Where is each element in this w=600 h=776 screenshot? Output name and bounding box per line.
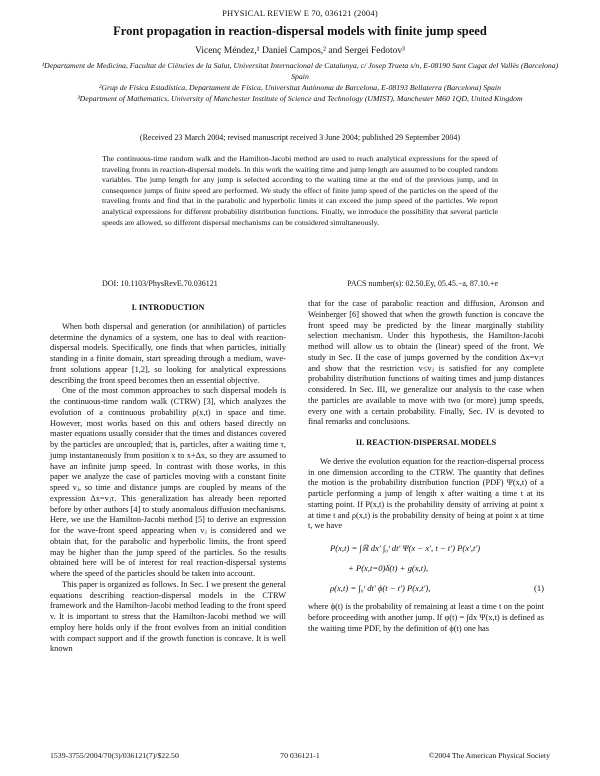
running-head: PHYSICAL REVIEW E 70, 036121 (2004) [222,8,378,18]
equation-line: ρ(x,t) = ∫₀ᵗ dt′ ϕ(t − t′) P(x,t′), [330,583,431,593]
affiliation-3: ³Department of Mathematics, University of Manchester Institute of Science and Technology (UMIST), Manchester M60 1QD, United Kingdom [77,94,523,103]
paragraph: that for the case of parabolic reaction and diffusion, Aronson and Weinberger [6] showed that when the growth function is concave the front speed may be predicted by the linear marginally stability selection mechanism. Under this hypothesis, the Hamilton-Jacobi method will allow us to obtain the (linear) speed of the front. We study in Sec. II the case of jumps governed by the condition Δx=vⱼτ and show that the restriction v≤vⱼ is satisfied for any complete probability distribution functions of waiting times and jump distances considered. In Sec. III, we generalize our analysis to the case when the particles are available to move with two (or more) jump speeds, every one with a certain probability. Finally, Sec. IV is devoted to final remarks and conclusions. [308,299,544,427]
equation-line: P(x,t) = ∫ℝ dx′ ∫₀ᵗ dt′ Ψ(x − x′, t − t′) P(x′,t′) [330,543,481,553]
affiliation-1: ¹Departament de Medicina, Facultat de Ciències de la Salut, Universitat Internacional de Catalunya, c/ Josep Trueta s/n, E-08190 Sant Cugat del Vallès (Barcelona) Spain [41,61,559,81]
page-footer [50,751,550,763]
footer-copyright: ©2004 The American Physical Society [428,751,550,760]
pacs-numbers: PACS number(s): 02.50.Ey, 05.45.−a, 87.10.+e [347,279,498,288]
footer-issn: 1539-3755/2004/70(3)/036121(7)/$22.50 [50,751,179,760]
section-heading-introduction: I. INTRODUCTION [131,303,205,312]
paragraph: One of the most common approaches to such dispersal models is the continuous-time random walk (CTRW) [3], which analyzes the evolution of a continuous probability ρ(x,t) in space and time. However, most works based on this and others based directly on master equations usually consider that the times and distances covered by the particles are uncoupled; that is, particles, after a waiting time τ, jump instantaneously from position x to x+Δx, so they are assumed to have an infinite jump speed. In contrast with those works, in this paper we analyze the case of particles moving with a constant finite speed vⱼ, so time and distance jumps are coupled by means of the expression Δx=vⱼτ. This generalization has already been reported before by other authors [4] to study anomalous diffusion mechanisms. Here, we use the Hamilton-Jacobi method [5] to derive an expression for the wave-front speed appearing when vⱼ is considered and we obtain that, for the parabolic and hyperbolic limits, the front speed may be higher than the jump speed of the particles. So the results obtained here will be of interest for real reaction-dispersal systems where the speed of the particles should be taken into account. [50,386,286,578]
paragraph: This paper is organized as follows. In Sec. I we present the general equations describing reaction-dispersal models in the CTRW framework and the Hamilton-Jacobi method leading to the front speed v. It is important to stress that the Hamilton-Jacobi method we will employ here holds only if the front evolves from an initial condition with compact support and if the growth function is concave. It is well known [50,579,286,654]
footer-page-number: 70 036121-1 [280,751,320,760]
abstract [102,154,498,228]
doi-link[interactable]: DOI: 10.1103/PhysRevE.70.036121 [102,279,218,288]
paragraph: where ϕ(t) is the probability of remaining at least a time t on the point before proceeding with another jump. If φ(t) = ∫dx Ψ(x,t) is defined as the waiting time PDF, by the definition of ϕ(t) one has [308,602,544,633]
author-list: Vicenç Méndez,¹ Daniel Campos,² and Sergei Fedotov³ [195,46,405,56]
left-column [50,301,286,655]
affiliations [40,60,560,104]
paragraph: When both dispersal and generation (or annihilation) of particles determine the dynamics of a system, one has to deal with reaction-dispersal models. Specifically, one finds that when particles, initially standing in a finite domain, start spreading through a medium, wave-front solutions appear [1,2], so looking for analytical expressions describing the front speed becomes then an essential objective. [50,321,286,385]
equation-line: + P(x,t=0)δ(t) + g(x,t), [348,563,429,573]
paper-title: Front propagation in reaction-dispersal models with finite jump speed [113,24,487,38]
section-heading-reaction-dispersal: II. REACTION-DISPERSAL MODELS [355,438,497,447]
right-column [308,299,544,634]
doi-pacs-line [102,279,498,291]
equation-1 [308,538,544,598]
received-dates: (Received 23 March 2004; revised manuscript received 3 June 2004; published 29 September 2004) [139,133,461,142]
affiliation-2: ²Grup de Física Estadística, Departament de Física, Universitat Autònoma de Barcelona, E-08193 Bellaterra (Barcelona) Spain [98,83,501,92]
equation-number: (1) [533,583,544,593]
paragraph: We derive the evolution equation for the reaction-dispersal process in one dimension according to the CTRW. The quantity that defines the motion is the probability distribution function (PDF) Ψ(x,t) of a particle performing a jump of length x after waiting a time t at its starting point. If P(x,t) is the probability density of arriving at point x at time t and ρ(x,t) is the probability density of being at point x at time t, we have [308,456,544,531]
abstract-text: The continuous-time random walk and the Hamilton-Jacobi method are used to reach analytical expressions for the speed of traveling fronts in reaction-dispersal models. In this work the waiting time and jump length are assumed to be coupled random variables. The jump length for any jump is selected according to the waiting time at the end of the previous jump, and in consequence jumps of finite speed are performed. We study the effect of finite jump speed of the particles on the speed of the traveling fronts and find that in the parabolic and hyperbolic limits it can exceed the jump speed of the particles. We report analytical expressions for different probability distribution functions. Finally, we introduce the possibility that several particle speeds are allowed, so different dispersal mechanisms can be considered simultaneously. [102,154,498,227]
